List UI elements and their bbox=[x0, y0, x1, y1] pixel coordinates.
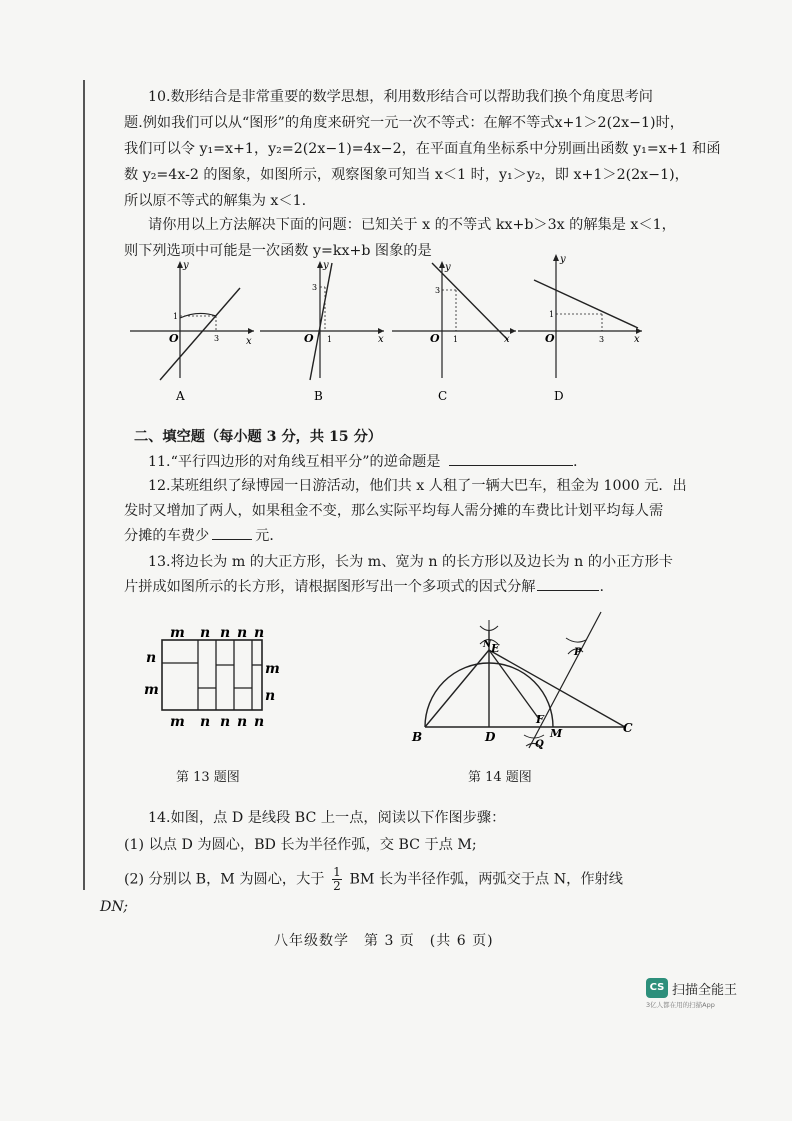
q14-step-2-end: BM 长为半径作弧，两弧交于点 N，作射线 bbox=[349, 871, 623, 888]
option-d-y-label: y bbox=[560, 254, 566, 265]
option-d-x-label: x bbox=[634, 334, 640, 345]
page-footer: 八年级数学 第 3 页 (共 6 页) bbox=[274, 933, 494, 949]
fig14-point-e: E bbox=[491, 642, 500, 655]
q11-text bbox=[148, 449, 577, 475]
fig14-point-d: D bbox=[485, 730, 496, 744]
fig13-bottom-m: m bbox=[170, 714, 185, 730]
fig13-top-m: m bbox=[170, 625, 185, 641]
fig14-point-q: Q bbox=[535, 739, 544, 750]
option-d-origin: O bbox=[545, 332, 555, 345]
q14-fraction-half bbox=[332, 866, 342, 893]
option-a-tick-x: 3 bbox=[214, 334, 220, 343]
option-b-tick-x: 1 bbox=[327, 335, 333, 344]
fig13-bottom-n1: n bbox=[200, 714, 211, 730]
option-a-x-label: x bbox=[246, 336, 252, 347]
fig13-top-n4: n bbox=[254, 625, 265, 641]
q13-prompt: 片拼成如图所示的长方形，请根据图形写出一个多项式的因式分解 bbox=[124, 579, 536, 595]
option-d-label: D bbox=[554, 389, 564, 403]
q12-prompt-end: 分摊的车费少 bbox=[124, 528, 210, 544]
q10-line-5: 所以原不等式的解集为 x＜1. bbox=[124, 193, 307, 209]
option-d-tick-x: 3 bbox=[599, 335, 605, 344]
fig14-point-f: F bbox=[536, 713, 544, 726]
q14-fraction-denominator: 2 bbox=[333, 879, 341, 893]
q14-line-1: 14.如图，点 D 是线段 BC 上一点，阅读以下作图步骤： bbox=[148, 810, 506, 826]
option-c-x-label: x bbox=[504, 334, 510, 345]
option-a-label: A bbox=[176, 389, 185, 403]
q11-answer-blank bbox=[449, 451, 573, 466]
option-c-tick-x: 1 bbox=[453, 335, 459, 344]
camscanner-logo: CS bbox=[646, 978, 668, 998]
fig13-bottom-n2: n bbox=[220, 714, 231, 730]
option-c-label: C bbox=[438, 389, 448, 403]
section-2-heading: 二、填空题（每小题 3 分，共 15 分） bbox=[134, 429, 382, 445]
fig13-right-m: m bbox=[265, 661, 280, 677]
q10-line-7: 则下列选项中可能是一次函数 y=kx+b 图象的是 bbox=[124, 243, 432, 259]
fig13-left-m: m bbox=[144, 682, 159, 698]
q10-line-4: 数 y₂=4x-2 的图象，如图所示，观察图象可知当 x＜1 时，y₁＞y₂，即 x+1＞2(2x−1)， bbox=[124, 167, 689, 183]
option-b-origin: O bbox=[304, 332, 314, 345]
figure-13-rectangle-tiling bbox=[140, 620, 290, 735]
q12-line-3 bbox=[124, 523, 284, 549]
option-d-tick-y: 1 bbox=[549, 310, 555, 319]
option-a-graph bbox=[128, 258, 258, 403]
q12-line-1: 12.某班组织了绿博园一日游活动，他们共 x 人租了一辆大巴车，租金为 1000 元．出 bbox=[148, 478, 687, 494]
q11-period: . bbox=[572, 454, 578, 470]
option-a-origin: O bbox=[169, 332, 179, 345]
q13-line-1: 13.将边长为 m 的大正方形，长为 m、宽为 n 的长方形以及边长为 n 的小正方形卡 bbox=[148, 554, 673, 570]
fig13-top-n2: n bbox=[220, 625, 231, 641]
option-c-origin: O bbox=[430, 332, 440, 345]
camscanner-tagline: 3亿人都在用的扫描App bbox=[646, 1001, 715, 1009]
q13-line-2 bbox=[124, 574, 604, 600]
q14-step-2-ray: DN; bbox=[100, 899, 129, 915]
q12-unit: 元． bbox=[255, 528, 284, 544]
q14-fraction-numerator: 1 bbox=[333, 865, 341, 879]
fig13-top-n3: n bbox=[237, 625, 248, 641]
option-a-y-label: y bbox=[183, 260, 189, 271]
fig14-point-p: P bbox=[574, 647, 582, 658]
camscanner-name: 扫描全能王 bbox=[672, 983, 738, 998]
q14-step-1: (1) 以点 D 为圆心，BD 长为半径作弧，交 BC 于点 M; bbox=[124, 837, 477, 853]
q10-line-6: 请你用以上方法解决下面的问题：已知关于 x 的不等式 kx+b＞3x 的解集是 x＜1， bbox=[148, 217, 676, 233]
fig13-bottom-n4: n bbox=[254, 714, 265, 730]
q10-line-2: 题.例如我们可以从“图形”的角度来研究一元一次不等式：在解不等式x+1＞2(2x−1)时， bbox=[124, 115, 684, 131]
q13-answer-blank bbox=[537, 576, 599, 591]
option-c-y-label: y bbox=[445, 262, 451, 273]
q10-line-3: 我们可以令 y₁=x+1，y₂=2(2x−1)=4x−2，在平面直角坐标系中分别画出函数 y₁=x+1 和函 bbox=[124, 141, 721, 157]
option-c-graph bbox=[390, 258, 520, 403]
option-c-tick-y: 3 bbox=[435, 286, 441, 295]
figure-13-caption: 第 13 题图 bbox=[176, 770, 240, 785]
fig13-top-n1: n bbox=[200, 625, 211, 641]
fig13-bottom-n3: n bbox=[237, 714, 248, 730]
fig13-right-n: n bbox=[265, 688, 276, 704]
q12-line-2: 发时又增加了两人，如果租金不变，那么实际平均每人需分摊的车费比计划平均每人需 bbox=[124, 503, 664, 519]
option-b-graph bbox=[258, 258, 388, 403]
q12-answer-blank bbox=[212, 525, 252, 540]
option-b-x-label: x bbox=[378, 334, 384, 345]
q13-period: . bbox=[599, 579, 604, 595]
q11-prompt: 11.“平行四边形的对角线互相平分”的逆命题是 bbox=[148, 454, 441, 470]
fig14-point-b: B bbox=[412, 730, 423, 744]
q14-step-2 bbox=[124, 866, 623, 893]
figure-14-caption: 第 14 题图 bbox=[468, 770, 532, 785]
option-a-tick-y: 1 bbox=[173, 312, 179, 321]
fig13-left-n: n bbox=[146, 650, 157, 666]
figure-14-construction bbox=[405, 600, 645, 760]
option-b-label: B bbox=[314, 389, 323, 403]
fig14-point-m: M bbox=[550, 727, 563, 740]
option-b-tick-y: 3 bbox=[312, 283, 318, 292]
option-d-graph bbox=[516, 250, 646, 403]
fig14-point-n: N bbox=[483, 640, 492, 650]
option-b-y-label: y bbox=[323, 260, 329, 271]
q14-step-2-start: (2) 分别以 B，M 为圆心，大于 bbox=[124, 871, 325, 888]
binding-margin-line bbox=[83, 80, 85, 890]
fig14-point-c: C bbox=[623, 721, 633, 735]
q10-line-1: 10.数形结合是非常重要的数学思想，利用数形结合可以帮助我们换个角度思考问 bbox=[148, 89, 653, 105]
